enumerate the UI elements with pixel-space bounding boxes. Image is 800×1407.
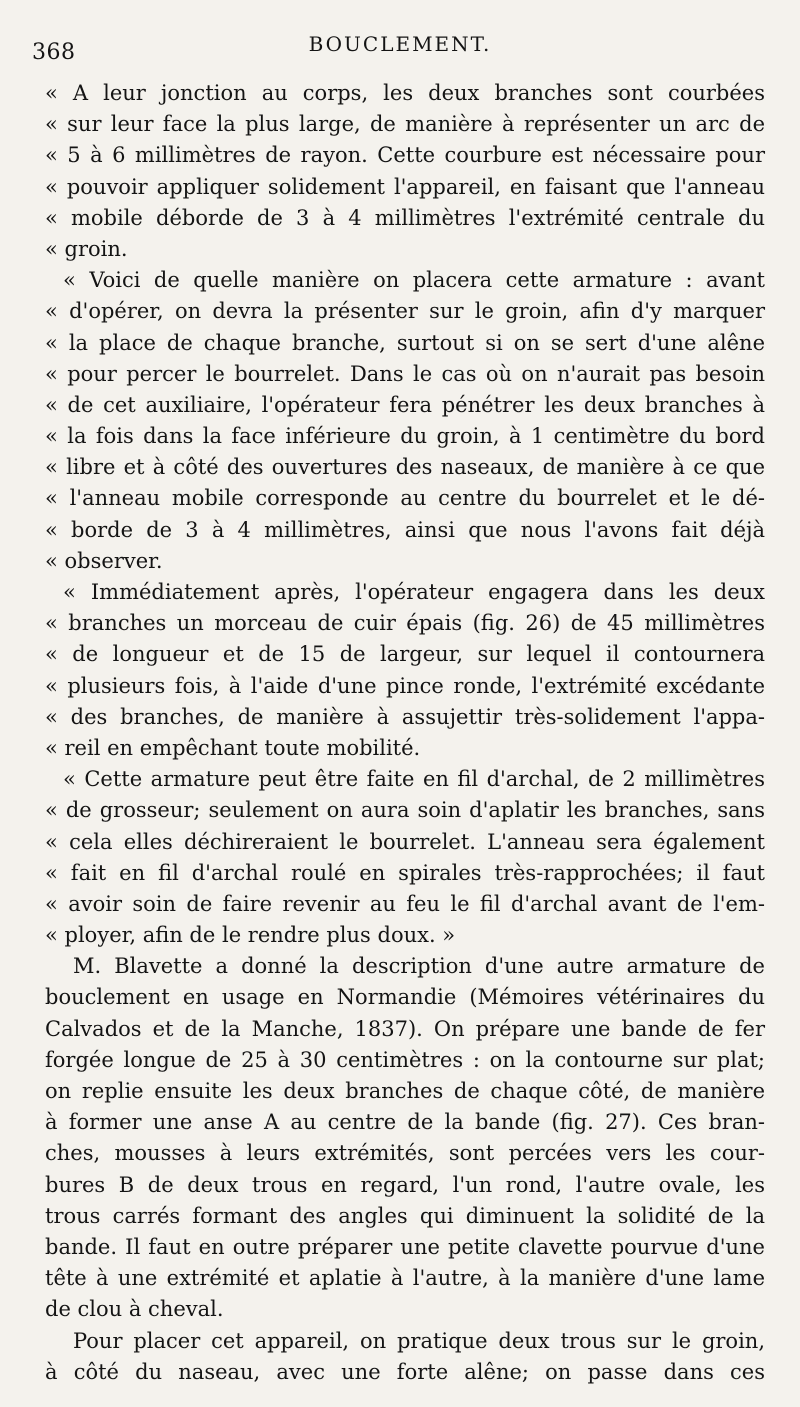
text-line: « 5 à 6 millimètres de rayon. Cette courbure est nécessaire pour [45,143,765,168]
text-line: à former une anse A au centre de la bande (fig. 27). Ces bran- [45,1110,765,1135]
text-line: « des branches, de manière à assujettir très-solidement l'appa- [45,704,765,729]
text-line: « de longueur et de 15 de largeur, sur lequel il contournera [45,642,765,667]
text-line: M. Blavette a donné la description d'une autre armature de [73,954,765,979]
text-line: « groin. [45,236,128,261]
text-line: « Cette armature peut être faite en fil d'archal, de 2 millimètres [63,767,765,792]
text-line: « pour percer le bourrelet. Dans le cas où on n'aurait pas besoin [45,361,765,386]
text-line: « reil en empêchant toute mobilité. [45,735,421,760]
text-line: « branches un morceau de cuir épais (fig. 26) de 45 millimètres [45,611,765,636]
text-line: trous carrés formant des angles qui diminuent la solidité de la [45,1203,765,1228]
text-line: « la fois dans la face inférieure du groin, à 1 centimètre du bord [45,424,765,449]
text-line: « Voici de quelle manière on placera cette armature : avant [63,268,765,293]
text-line: « ployer, afin de le rendre plus doux. » [45,923,456,948]
text-line: « libre et à côté des ouvertures des naseaux, de manière à ce que [45,455,765,480]
text-line: à côté du naseau, avec une forte alêne; on passe dans ces [45,1359,765,1384]
text-line: « d'opérer, on devra la présenter sur le groin, afin d'y marquer [45,299,765,324]
page-number: 368 [32,40,76,65]
text-line: « de grosseur; seulement on aura soin d'aplatir les branches, sans [45,798,765,823]
text-line: « l'anneau mobile corresponde au centre du bourrelet et le dé- [45,486,765,511]
body-text [45,78,765,1388]
text-line: Calvados et de la Manche, 1837). On prépare une bande de fer [45,1016,765,1041]
text-line: de clou à cheval. [45,1297,224,1322]
text-line: « observer. [45,548,163,573]
text-line: « Immédiatement après, l'opérateur engagera dans les deux [63,580,765,604]
text-line: bures B de deux trous en regard, l'un rond, l'autre ovale, les [45,1172,765,1197]
text-line: bande. Il faut en outre préparer une petite clavette pourvue d'une [45,1234,765,1259]
text-line: « de cet auxiliaire, l'opérateur fera pénétrer les deux branches à [45,392,765,417]
text-line: « la place de chaque branche, surtout si on se sert d'une alêne [45,330,765,355]
text-line: « sur leur face la plus large, de manière à représenter un arc de [45,112,765,137]
text-line: on replie ensuite les deux branches de chaque côté, de manière [45,1079,765,1103]
running-head: BOUCLEMENT. [308,32,492,56]
text-line: « A leur jonction au corps, les deux branches sont courbées [45,81,765,105]
text-line: « pouvoir appliquer solidement l'appareil, en faisant que l'anneau [45,174,765,199]
text-line: bouclement en usage en Normandie (Mémoires vétérinaires du [45,985,765,1010]
text-line: ches, mousses à leurs extrémités, sont percées vers les cour- [45,1141,765,1166]
page-header [0,30,800,64]
text-line: forgée longue de 25 à 30 centimètres : on la contourne sur plat; [45,1047,765,1072]
text-line: Pour placer cet appareil, on pratique deux trous sur le groin, [73,1328,765,1353]
text-line: « mobile déborde de 3 à 4 millimètres l'extrémité centrale du [45,205,765,230]
text-line: « plusieurs fois, à l'aide d'une pince ronde, l'extrémité excédante [45,673,765,698]
text-line: « cela elles déchireraient le bourrelet. L'anneau sera également [45,829,765,854]
text-line: tête à une extrémité et aplatie à l'autre, à la manière d'une lame [45,1266,765,1291]
text-line: « avoir soin de faire revenir au feu le fil d'archal avant de l'em- [45,891,765,916]
text-line: « fait en fil d'archal roulé en spirales très-rapprochées; il faut [45,860,765,885]
text-line: « borde de 3 à 4 millimètres, ainsi que nous l'avons fait déjà [45,517,765,542]
